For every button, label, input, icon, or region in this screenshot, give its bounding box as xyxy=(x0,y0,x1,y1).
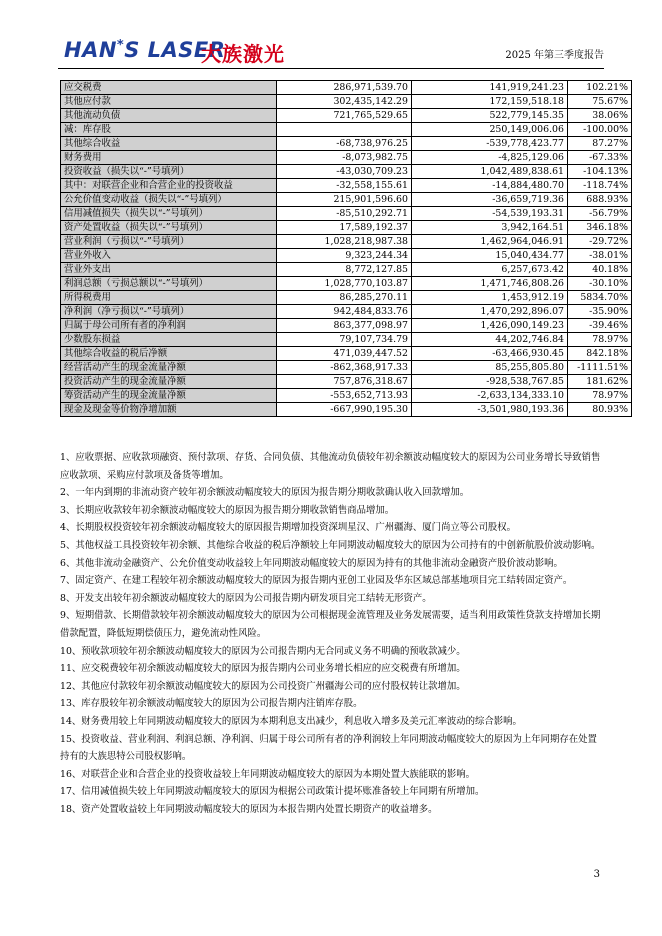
previous-value: 1,471,746,808.26 xyxy=(412,277,568,291)
explanation-notes xyxy=(60,449,605,818)
previous-value: 522,779,145.35 xyxy=(412,109,568,123)
note-item: 8、开发支出较年初余额波动幅度较大的原因为公司报告期内研发项目完工结转无形资产。 xyxy=(60,592,432,604)
financial-changes-table xyxy=(60,80,632,417)
previous-value: 1,453,912.19 xyxy=(412,291,568,305)
row-label: 现金及现金等价物净增加额 xyxy=(61,403,277,417)
change-percent: -67.33% xyxy=(568,151,632,165)
previous-value: -63,466,930.45 xyxy=(412,347,568,361)
row-label: 减：库存股 xyxy=(61,123,277,137)
row-label: 公允价值变动收益（损失以“-”号填列） xyxy=(61,193,277,207)
previous-value: 1,426,090,149.23 xyxy=(412,319,568,333)
note-item: 1、应收票据、应收款项融资、预付款项、存货、合同负债、其他流动负债较年初余额波动幅度较大的原因为公司业务增长导致销售应收款项、采购应付款项及备货等增加。 xyxy=(60,452,601,481)
table-row xyxy=(61,109,632,123)
header-divider xyxy=(58,68,604,69)
current-value xyxy=(277,123,412,137)
current-value: 215,901,596.60 xyxy=(277,193,412,207)
table-row xyxy=(61,389,632,403)
table-row xyxy=(61,305,632,319)
change-percent: -118.74% xyxy=(568,179,632,193)
logo-star-icon: * xyxy=(116,38,125,53)
row-label: 归属于母公司所有者的净利润 xyxy=(61,319,277,333)
previous-value: -3,501,980,193.36 xyxy=(412,403,568,417)
current-value: 17,589,192.37 xyxy=(277,221,412,235)
change-percent: 688.93% xyxy=(568,193,632,207)
logo-text-laser: S LASER xyxy=(124,38,226,62)
change-percent: 80.93% xyxy=(568,403,632,417)
previous-value: -2,633,134,333.10 xyxy=(412,389,568,403)
current-value: -85,510,292.71 xyxy=(277,207,412,221)
change-percent: 181.62% xyxy=(568,375,632,389)
previous-value: 15,040,434.77 xyxy=(412,249,568,263)
change-percent: 40.18% xyxy=(568,263,632,277)
change-percent: 346.18% xyxy=(568,221,632,235)
table-row xyxy=(61,333,632,347)
table-row xyxy=(61,81,632,95)
table-row xyxy=(61,179,632,193)
previous-value: 1,042,489,838.61 xyxy=(412,165,568,179)
row-label: 应交税费 xyxy=(61,81,277,95)
change-percent: -30.10% xyxy=(568,277,632,291)
current-value: -32,558,155.61 xyxy=(277,179,412,193)
previous-value: 6,257,673.42 xyxy=(412,263,568,277)
row-label: 其他流动负债 xyxy=(61,109,277,123)
note-item: 9、短期借款、长期借款较年初余额波动幅度较大的原因为公司根据现金流管理及业务发展需要，适当利用政策性贷款支持增加长期借款配置，降低短期偿债压力，避免流动性风险。 xyxy=(60,610,601,639)
note-item: 7、固定资产、在建工程较年初余额波动幅度较大的原因为报告期内亚创工业园及华东区域总部基地项目完工结转固定资产。 xyxy=(60,575,573,587)
current-value: 79,107,734.79 xyxy=(277,333,412,347)
previous-value: -54,539,193.31 xyxy=(412,207,568,221)
table-row xyxy=(61,403,632,417)
current-value: 302,435,142.29 xyxy=(277,95,412,109)
current-value: -667,990,195.30 xyxy=(277,403,412,417)
table-row xyxy=(61,319,632,333)
table-row xyxy=(61,151,632,165)
row-label: 净利润（净亏损以“-”号填列） xyxy=(61,305,277,319)
current-value: 86,285,270.11 xyxy=(277,291,412,305)
row-label: 其他应付款 xyxy=(61,95,277,109)
table-row xyxy=(61,375,632,389)
previous-value: 85,255,805.80 xyxy=(412,361,568,375)
change-percent: 38.06% xyxy=(568,109,632,123)
previous-value: 172,159,518.18 xyxy=(412,95,568,109)
note-item: 13、库存股较年初余额波动幅度较大的原因为公司报告期内注销库存股。 xyxy=(60,698,363,710)
current-value: -8,073,982.75 xyxy=(277,151,412,165)
table-row xyxy=(61,207,632,221)
logo-text-han: HAN xyxy=(64,38,117,62)
table-row xyxy=(61,165,632,179)
note-item: 10、预收款项较年初余额波动幅度较大的原因为公司报告期内无合同或义务不明确的预收款减少。 xyxy=(60,645,466,657)
note-item: 4、长期股权投资较年初余额波动幅度较大的原因报告期增加投资深圳星汉、广州疆海、厦门尚立等公司股权。 xyxy=(60,522,516,534)
row-label: 筹资活动产生的现金流量净额 xyxy=(61,389,277,403)
row-label: 其他综合收益的税后净额 xyxy=(61,347,277,361)
row-label: 少数股东损益 xyxy=(61,333,277,347)
change-percent: -39.46% xyxy=(568,319,632,333)
change-percent: -100.00% xyxy=(568,123,632,137)
table-row xyxy=(61,291,632,305)
table-row xyxy=(61,193,632,207)
change-percent: 5834.70% xyxy=(568,291,632,305)
current-value: 1,028,218,987.38 xyxy=(277,235,412,249)
previous-value: -4,825,129.06 xyxy=(412,151,568,165)
note-item: 2、一年内到期的非流动资产较年初余额波动幅度较大的原因为报告期分期收款确认收入回款增加。 xyxy=(60,487,470,499)
table-row xyxy=(61,361,632,375)
current-value: 757,876,318.67 xyxy=(277,375,412,389)
row-label: 经营活动产生的现金流量净额 xyxy=(61,361,277,375)
previous-value: 1,470,292,896.07 xyxy=(412,305,568,319)
change-percent: 78.97% xyxy=(568,333,632,347)
table-row xyxy=(61,347,632,361)
change-percent: -104.13% xyxy=(568,165,632,179)
row-label: 其中：对联营企业和合营企业的投资收益 xyxy=(61,179,277,193)
current-value: 942,484,833.76 xyxy=(277,305,412,319)
previous-value: 250,149,006.06 xyxy=(412,123,568,137)
table-row xyxy=(61,263,632,277)
table-row xyxy=(61,235,632,249)
table-row xyxy=(61,137,632,151)
current-value: 8,772,127.85 xyxy=(277,263,412,277)
row-label: 营业外支出 xyxy=(61,263,277,277)
row-label: 投资活动产生的现金流量净额 xyxy=(61,375,277,389)
table-row xyxy=(61,95,632,109)
change-percent: -56.79% xyxy=(568,207,632,221)
previous-value: -36,659,719.36 xyxy=(412,193,568,207)
row-label: 其他综合收益 xyxy=(61,137,277,151)
change-percent: -38.01% xyxy=(568,249,632,263)
page-number: 3 xyxy=(593,869,600,880)
change-percent: -35.90% xyxy=(568,305,632,319)
note-item: 6、其他非流动金融资产、公允价值变动收益较上年同期波动幅度较大的原因为持有的其他非流动金融资产股价波动影响。 xyxy=(60,557,563,569)
change-percent: 75.67% xyxy=(568,95,632,109)
table-row xyxy=(61,277,632,291)
note-item: 3、长期应收款较年初余额波动幅度较大的原因为报告期分期收款销售商品增加。 xyxy=(60,504,395,516)
table-row xyxy=(61,249,632,263)
table-body xyxy=(61,81,632,417)
current-value: -68,738,976.25 xyxy=(277,137,412,151)
note-item: 5、其他权益工具投资较年初余额、其他综合收益的税后净额较上年同期波动幅度较大的原因为公司持有的中创新航股价波动影响。 xyxy=(60,539,601,551)
note-item: 17、信用减值损失较上年同期波动幅度较大的原因为根据公司政策计提坏账准备较上年同期有所增加。 xyxy=(60,786,485,798)
current-value: 471,039,447.52 xyxy=(277,347,412,361)
change-percent: -1111.51% xyxy=(568,361,632,375)
change-percent: 102.21% xyxy=(568,81,632,95)
previous-value: 3,942,164.51 xyxy=(412,221,568,235)
current-value: -862,368,917.33 xyxy=(277,361,412,375)
row-label: 财务费用 xyxy=(61,151,277,165)
note-item: 11、应交税费较年初余额波动幅度较大的原因为报告期内公司业务增长相应的应交税费有所增加。 xyxy=(60,663,466,675)
table-row xyxy=(61,123,632,137)
current-value: -43,030,709.23 xyxy=(277,165,412,179)
previous-value: 44,202,746.84 xyxy=(412,333,568,347)
current-value: 9,323,244.34 xyxy=(277,249,412,263)
previous-value: 1,462,964,046.91 xyxy=(412,235,568,249)
note-item: 16、对联营企业和合营企业的投资收益较上年同期波动幅度较大的原因为本期处置大族能联的影响。 xyxy=(60,768,476,780)
note-item: 12、其他应付款较年初余额波动幅度较大的原因为公司投资广州疆海公司的应付股权转让款增加。 xyxy=(60,680,466,692)
change-percent: 842.18% xyxy=(568,347,632,361)
page-header xyxy=(58,36,604,64)
previous-value: -928,538,767.85 xyxy=(412,375,568,389)
current-value: 863,377,098.97 xyxy=(277,319,412,333)
change-percent: -29.72% xyxy=(568,235,632,249)
note-item: 15、投资收益、营业利润、利润总额、净利润、归属于母公司所有者的净利润较上年同期波动幅度较大的原因为上年同期存在处置持有的大族思特公司股权影响。 xyxy=(60,733,597,763)
previous-value: -14,884,480.70 xyxy=(412,179,568,193)
current-value: 286,971,539.70 xyxy=(277,81,412,95)
row-label: 利润总额（亏损总额以“-”号填列） xyxy=(61,277,277,291)
note-item: 14、财务费用较上年同期波动幅度较大的原因为本期利息支出减少，利息收入增多及美元汇率波动的综合影响。 xyxy=(60,715,522,727)
change-percent: 78.97% xyxy=(568,389,632,403)
row-label: 资产处置收益（损失以“-”号填列） xyxy=(61,221,277,235)
change-percent: 87.27% xyxy=(568,137,632,151)
previous-value: -539,778,423.77 xyxy=(412,137,568,151)
row-label: 营业外收入 xyxy=(61,249,277,263)
company-logo-chinese: 大族激光 xyxy=(201,42,285,66)
current-value: 1,028,770,103.87 xyxy=(277,277,412,291)
table-row xyxy=(61,221,632,235)
row-label: 投资收益（损失以“-”号填列） xyxy=(61,165,277,179)
previous-value: 141,919,241.23 xyxy=(412,81,568,95)
row-label: 信用减值损失（损失以“-”号填列） xyxy=(61,207,277,221)
current-value: -553,652,713.93 xyxy=(277,389,412,403)
note-item: 18、资产处置收益较上年同期波动幅度较大的原因为本报告期内处置长期资产的收益增多。 xyxy=(60,803,438,815)
report-title: 2025 年第三季度报告 xyxy=(505,50,604,61)
row-label: 营业利润（亏损以“-”号填列） xyxy=(61,235,277,249)
row-label: 所得税费用 xyxy=(61,291,277,305)
current-value: 721,765,529.65 xyxy=(277,109,412,123)
